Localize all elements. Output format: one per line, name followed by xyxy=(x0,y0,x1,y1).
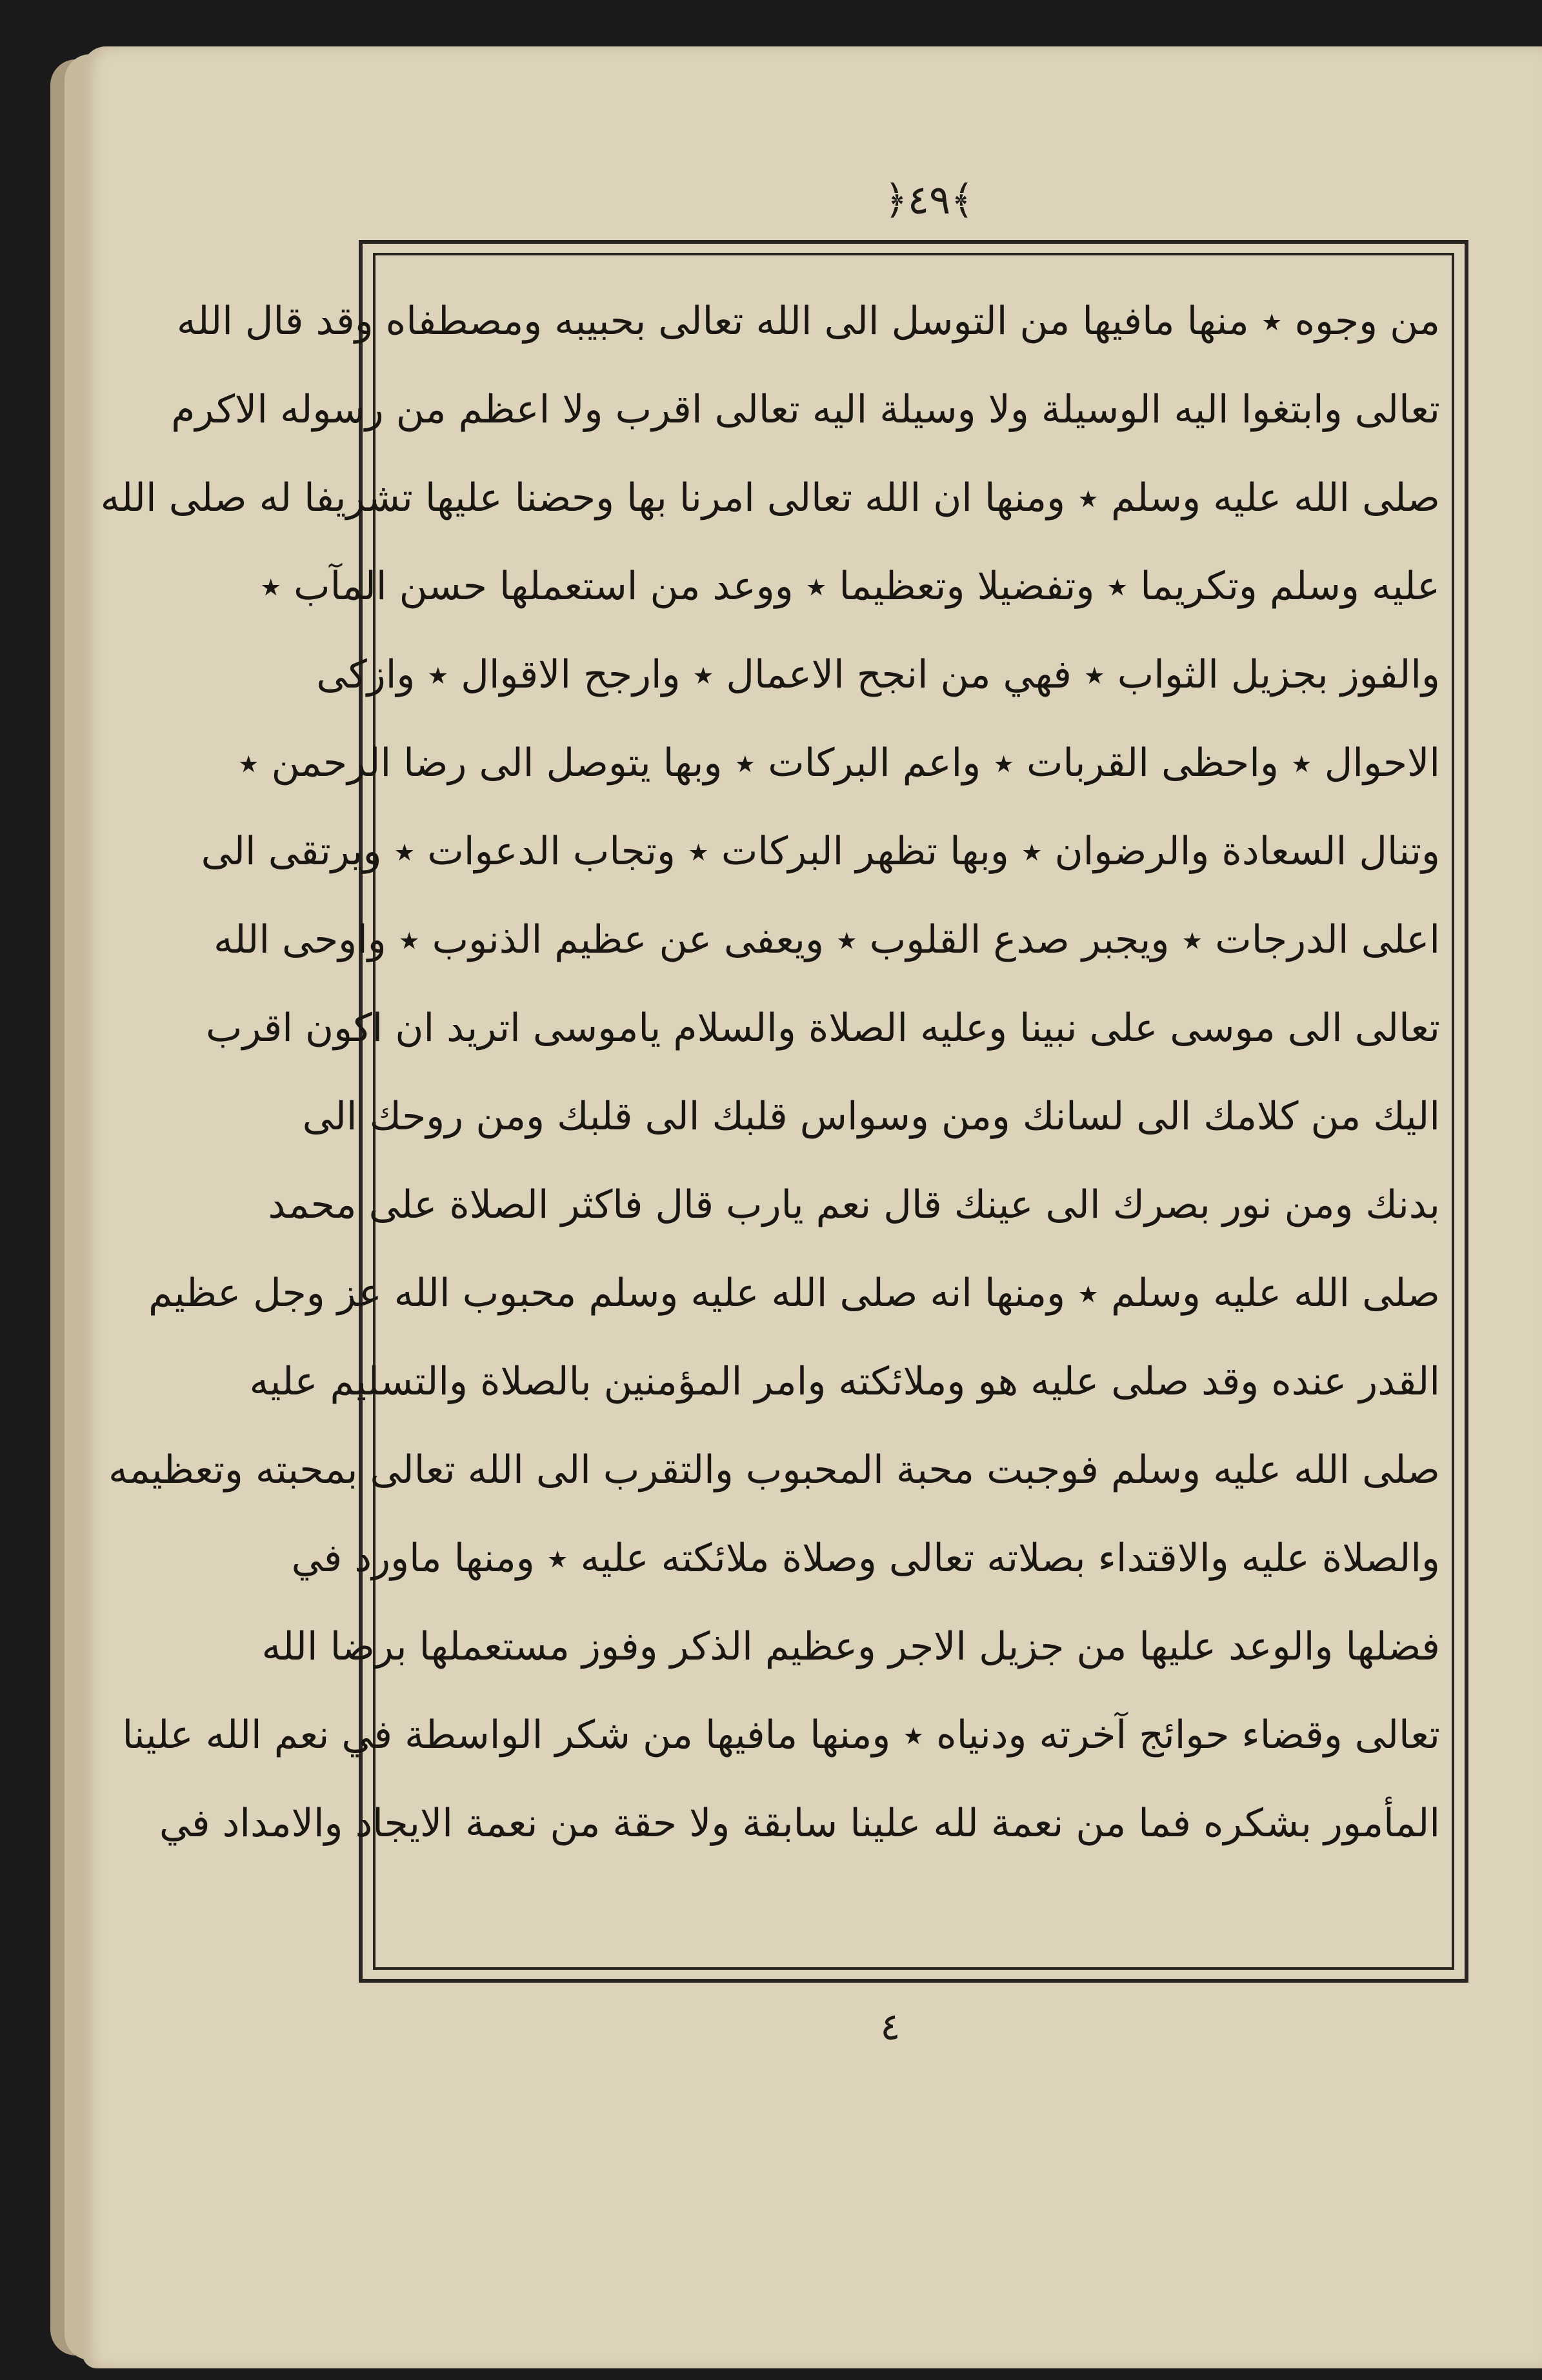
text-line: عليه وسلم وتكريما ٭ وتفضيلا وتعظيما ٭ ووعد من استعملها حسن المآب ٭ xyxy=(260,564,1440,609)
text-line: اليك من كلامك الى لسانك ومن وسواس قلبك الى قلبك ومن روحك الى xyxy=(302,1094,1440,1139)
text-line: فضلها والوعد عليها من جزيل الاجر وعظيم الذكر وفوز مستعملها برضا الله xyxy=(261,1624,1440,1669)
text-line: تعالى الى موسى على نبينا وعليه الصلاة والسلام ياموسى اتريد ان اكون اقرب xyxy=(206,1006,1440,1051)
text-line: صلى الله عليه وسلم ٭ ومنها انه صلى الله عليه وسلم محبوب الله عز وجل عظيم xyxy=(148,1271,1440,1316)
page-number: ﴿٤٩﴾ xyxy=(884,176,974,223)
text-line: وتنال السعادة والرضوان ٭ وبها تظهر البركات ٭ وتجاب الدعوات ٭ ويرتقى الى xyxy=(201,829,1440,874)
text-line: والصلاة عليه والاقتداء بصلاته تعالى وصلاة ملائكته عليه ٭ ومنها ماورد في xyxy=(291,1536,1440,1581)
text-line: صلى الله عليه وسلم ٭ ومنها ان الله تعالى امرنا بها وحضنا عليها تشريفا له صلى الله xyxy=(100,475,1440,521)
text-line: اعلى الدرجات ٭ ويجبر صدع القلوب ٭ ويعفى عن عظيم الذنوب ٭ واوحى الله xyxy=(214,917,1440,962)
text-line: من وجوه ٭ منها مافيها من التوسل الى الله تعالى بحبيبه ومصطفاه وقد قال الله xyxy=(176,299,1440,344)
text-line: القدر عنده وقد صلى عليه هو وملائكته وامر المؤمنين بالصلاة والتسليم عليه xyxy=(249,1359,1440,1404)
text-line: تعالى وابتغوا اليه الوسيلة ولا وسيلة اليه تعالى اقرب ولا اعظم من رسوله الاكرم xyxy=(171,387,1440,432)
text-line: بدنك ومن نور بصرك الى عينك قال نعم يارب قال فاكثر الصلاة على محمد xyxy=(268,1182,1440,1227)
text-line: والفوز بجزيل الثواب ٭ فهي من انجح الاعمال ٭ وارجح الاقوال ٭ وازكى xyxy=(316,652,1440,697)
text-line: المأمور بشكره فما من نعمة لله علينا سابقة ولا حقة من نعمة الايجاد والامداد في xyxy=(159,1801,1440,1846)
text-line: الاحوال ٭ واحظى القربات ٭ واعم البركات ٭ وبها يتوصل الى رضا الرحمن ٭ xyxy=(237,740,1440,786)
text-line: تعالى وقضاء حوائج آخرته ودنياه ٭ ومنها مافيها من شكر الواسطة في نعم الله علينا xyxy=(122,1712,1440,1758)
signature-mark: ٤ xyxy=(880,2005,901,2048)
text-block xyxy=(100,277,1440,1954)
text-line: صلى الله عليه وسلم فوجبت محبة المحبوب والتقرب الى الله تعالى بمحبته وتعظيمه xyxy=(108,1447,1440,1492)
